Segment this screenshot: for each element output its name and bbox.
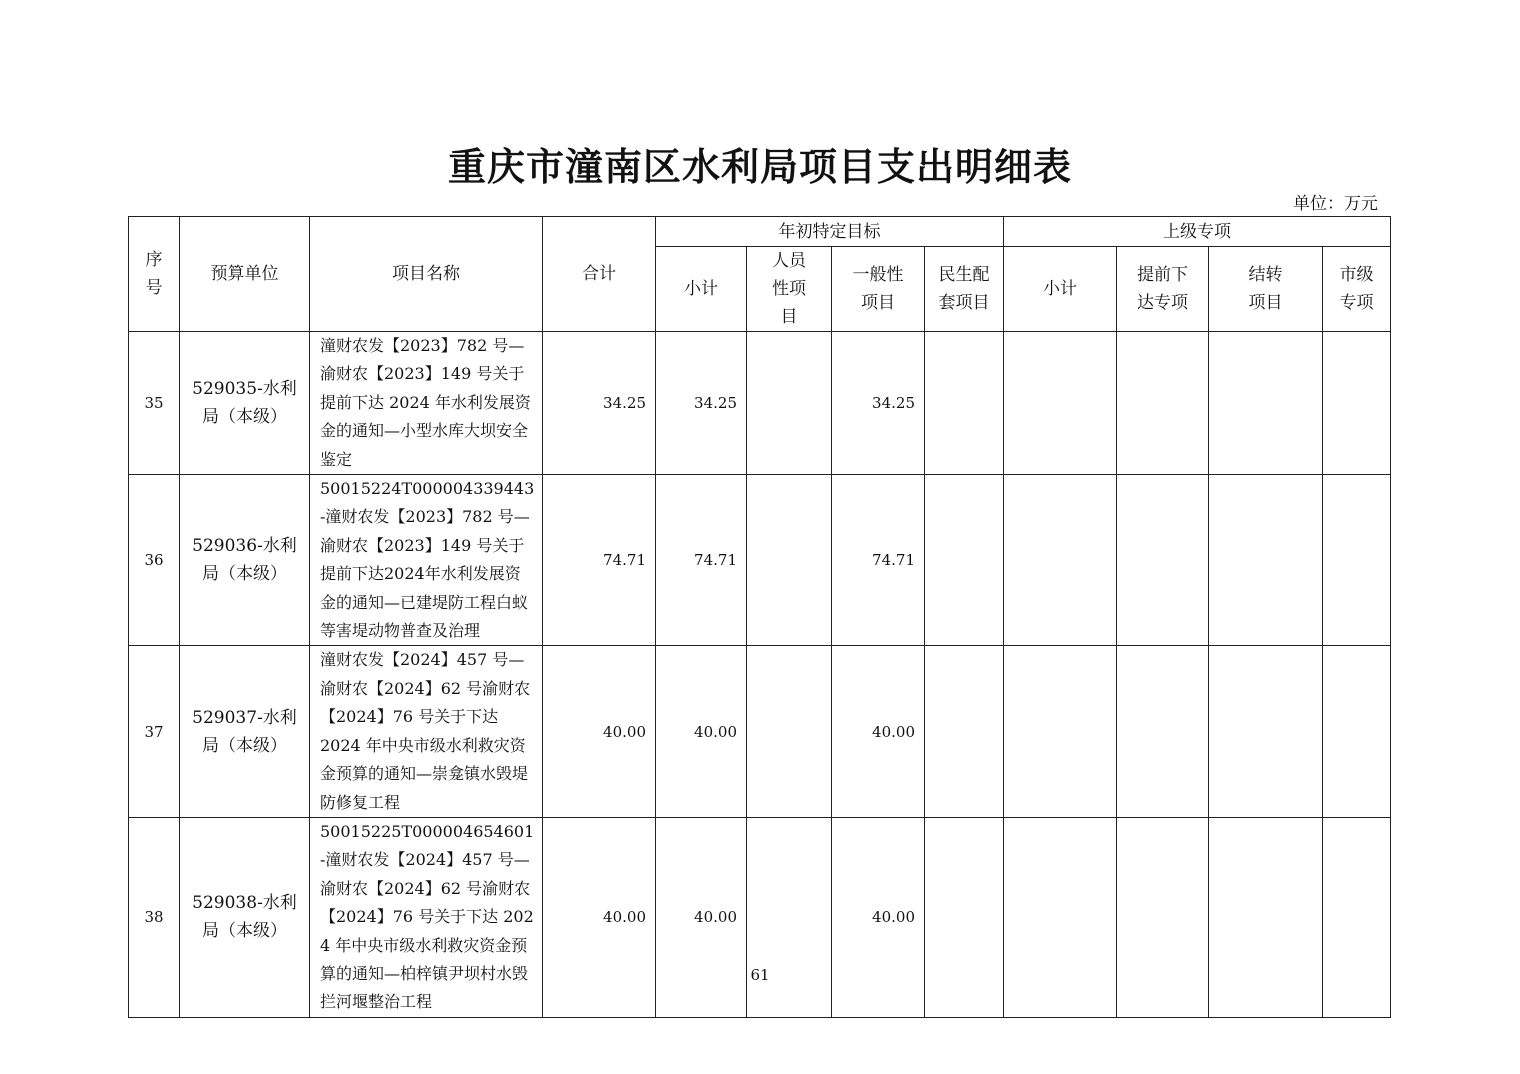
row-livelihood: [925, 646, 1004, 817]
row-livelihood: [925, 332, 1004, 475]
row-city: [1323, 475, 1391, 646]
table-row: [129, 332, 1391, 475]
row-advance: [1117, 475, 1209, 646]
row-carryover: [1209, 817, 1323, 1017]
row-carryover: [1209, 646, 1323, 817]
table-row: [129, 646, 1391, 817]
row-general: 34.25: [832, 332, 925, 475]
row-city: [1323, 817, 1391, 1017]
row-total: 74.71: [543, 475, 656, 646]
page-number: 61: [750, 966, 770, 984]
header-general: 一般性项目: [832, 247, 925, 332]
row-total: 40.00: [543, 817, 656, 1017]
row-advance: [1117, 817, 1209, 1017]
row-seq: 35: [129, 332, 180, 475]
header-livelihood: 民生配套项目: [925, 247, 1004, 332]
row-livelihood: [925, 817, 1004, 1017]
row-annual-subtotal: 40.00: [656, 817, 747, 1017]
expenditure-table: [128, 216, 1391, 1018]
header-project-name: 项目名称: [310, 217, 543, 332]
row-city: [1323, 646, 1391, 817]
table-row: [129, 475, 1391, 646]
unit-label: 单位：万元: [1293, 194, 1378, 214]
header-city: 市级专项: [1323, 247, 1391, 332]
header-group-annual: 年初特定目标: [656, 217, 1004, 247]
row-superior-subtotal: [1004, 475, 1117, 646]
header-carryover: 结转项目: [1209, 247, 1323, 332]
row-carryover: [1209, 475, 1323, 646]
row-advance: [1117, 646, 1209, 817]
row-total: 34.25: [543, 332, 656, 475]
row-personnel: [747, 475, 832, 646]
row-general: 40.00: [832, 817, 925, 1017]
row-project-name: 潼财农发【2024】457 号—渝财农【2024】62 号渝财农【2024】76 号关于下达 2024 年中央市级水利救灾资金预算的通知—崇龛镇水毁堤防修复工程: [310, 646, 543, 817]
header-advance: 提前下达专项: [1117, 247, 1209, 332]
row-project-name: 50015224T000004339443-潼财农发【2023】782 号—渝财农【2023】149 号关于提前下达2024年水利发展资金的通知—已建堤防工程白蚁等害堤动物普查及治理: [310, 475, 543, 646]
header-seq: 序号: [129, 217, 180, 332]
row-superior-subtotal: [1004, 332, 1117, 475]
row-personnel: [747, 817, 832, 1017]
row-seq: 38: [129, 817, 180, 1017]
row-budget-unit: 529036-水利局（本级）: [180, 475, 310, 646]
row-personnel: [747, 646, 832, 817]
header-total: 合计: [543, 217, 656, 332]
page-title: 重庆市潼南区水利局项目支出明细表: [447, 144, 1072, 189]
row-general: 40.00: [832, 646, 925, 817]
row-city: [1323, 332, 1391, 475]
row-budget-unit: 529035-水利局（本级）: [180, 332, 310, 475]
row-annual-subtotal: 40.00: [656, 646, 747, 817]
header-personnel: 人员性项目: [747, 247, 832, 332]
row-budget-unit: 529037-水利局（本级）: [180, 646, 310, 817]
row-superior-subtotal: [1004, 817, 1117, 1017]
row-annual-subtotal: 74.71: [656, 475, 747, 646]
row-advance: [1117, 332, 1209, 475]
header-annual-subtotal: 小计: [656, 247, 747, 332]
header-superior-subtotal: 小计: [1004, 247, 1117, 332]
row-general: 74.71: [832, 475, 925, 646]
header-budget-unit: 预算单位: [180, 217, 310, 332]
row-total: 40.00: [543, 646, 656, 817]
row-personnel: [747, 332, 832, 475]
row-seq: 36: [129, 475, 180, 646]
row-project-name: 潼财农发【2023】782 号—渝财农【2023】149 号关于提前下达 2024 年水利发展资金的通知—小型水库大坝安全鉴定: [310, 332, 543, 475]
header-group-superior: 上级专项: [1004, 217, 1391, 247]
row-project-name: 50015225T000004654601-潼财农发【2024】457 号—渝财农【2024】62 号渝财农【2024】76 号关于下达 2024 年中央市级水利救灾资金预算的通知—柏梓镇尹坝村水毁拦河堰整治工程: [310, 817, 543, 1017]
row-superior-subtotal: [1004, 646, 1117, 817]
row-livelihood: [925, 475, 1004, 646]
row-carryover: [1209, 332, 1323, 475]
row-budget-unit: 529038-水利局（本级）: [180, 817, 310, 1017]
table-row: [129, 817, 1391, 1017]
row-annual-subtotal: 34.25: [656, 332, 747, 475]
row-seq: 37: [129, 646, 180, 817]
